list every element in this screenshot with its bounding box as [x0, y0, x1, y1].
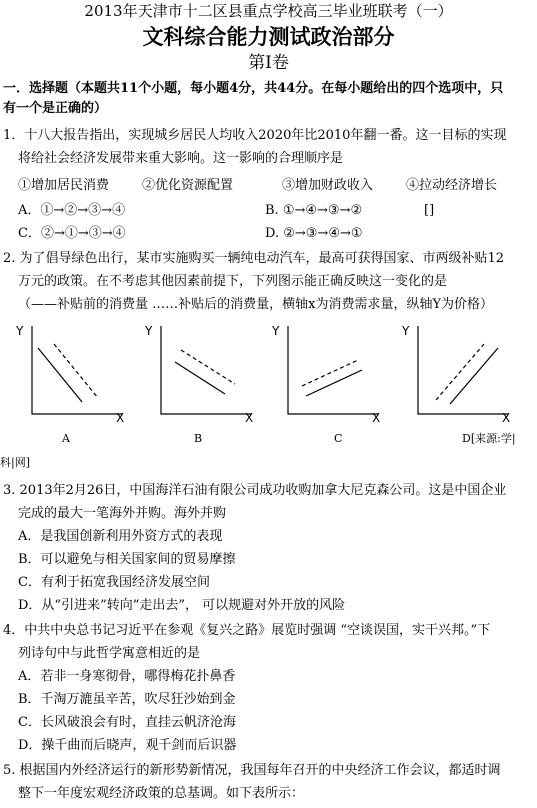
graph-c-label: C: [334, 432, 343, 445]
q1-item-1: ①增加居民消费: [18, 178, 110, 193]
q1-item-4: ④拉动经济增长: [406, 178, 498, 193]
graph-b-before-line: [175, 362, 225, 394]
graph-b-after-line: [181, 350, 235, 384]
graph-d-y-label: Y: [402, 324, 410, 338]
q1-option-c: C．②→①→③→④: [18, 226, 126, 241]
q3-option-a: A．是我国创新利用外资方式的表现: [18, 529, 223, 544]
exam-title: 2013年天津市十二区县重点学校高三毕业班联考（一）: [84, 2, 453, 20]
q1-item-3: ③增加财政收入: [282, 178, 374, 193]
graph-a-before-line: [38, 348, 82, 402]
q4-stem: 4．中共中央总书记习近平在参观《复兴之路》展览时强调 “空谈误国，实干兴邦。”下: [3, 623, 491, 638]
q3-option-d: D．从“引进来”转向“走出去”， 可以规避对外开放的风险: [18, 598, 346, 613]
graph-a-y-label: Y: [16, 324, 24, 338]
q1-bracket: []: [424, 203, 435, 218]
section-heading-cont: 有一个是正确的）: [3, 101, 108, 116]
graph-d-label: D[来源:学|: [462, 432, 516, 445]
graph-b: [145, 316, 257, 428]
q1-option-b: B. ①→④→③→②: [265, 203, 363, 218]
q4-option-b: B．千淘万漉虽辛苦，吹尽狂沙始到金: [18, 692, 236, 707]
q2-stem: 2. 为了倡导绿色出行，某市实施购买一辆纯电动汽车，最高可获得国家、市两级补贴12: [3, 251, 505, 266]
source-tail: 科|网]: [0, 456, 30, 469]
q1-item-2: ②优化资源配置: [142, 178, 234, 193]
q4-option-c: C．长风破浪会有时，直挂云帆济沧海: [18, 715, 236, 730]
graph-a: [16, 316, 128, 428]
q2-stem-cont: 万元的政策。在不考虑其他因素前提下，下列图示能正确反映这一变化的是: [18, 274, 448, 289]
q5-stem-cont: 整下一年度宏观经济政策的总基调。如下表所示：: [18, 786, 305, 801]
graph-a-label: A: [62, 432, 70, 445]
q4-stem-cont: 列诗句中与此哲学寓意相近的是: [18, 646, 201, 661]
volume-label: 第Ⅰ卷: [248, 53, 289, 73]
q3-option-b: B．可以避免与相关国家间的贸易摩擦: [18, 552, 236, 567]
q1-option-a: A．①→②→③→④: [18, 203, 126, 218]
graph-c: [272, 316, 384, 428]
q4-option-a: A．若非一身寒彻骨，哪得梅花扑鼻香: [18, 669, 236, 684]
graph-d-x-label: X: [502, 411, 511, 425]
q2-legend: （——补贴前的消费量 ……补贴后的消费量，横轴x为消费需求量，纵轴Y为价格）: [18, 297, 494, 312]
q3-stem-cont: 完成的最大一笔海外并购。海外并购: [18, 506, 227, 521]
graph-b-label: B: [194, 432, 203, 445]
graph-d: [402, 316, 514, 428]
q1-stem-cont: 将给社会经济发展带来重大影响。这一影响的合理顺序是: [18, 151, 344, 166]
q4-option-d: D．操千曲而后晓声，观千剑而后识器: [18, 738, 237, 753]
graph-a-x-label: X: [116, 411, 125, 425]
graph-c-before-line: [306, 370, 362, 396]
section-heading: 一．选择题（本题共11个小题，每小题4分，共44分。在每小题给出的四个选项中，只: [3, 81, 504, 96]
q3-stem: 3. 2013年2月26日，中国海洋石油有限公司成功收购加拿大尼克森公司。这是中国企业: [3, 483, 507, 498]
q1-stem: 1．十八大报告指出，实现城乡居民人均收入2020年比2010年翻一番。这一目标的实现: [3, 128, 507, 143]
graph-b-y-label: Y: [145, 324, 153, 338]
graph-c-x-label: X: [372, 411, 381, 425]
q1-option-d: D. ②→③→④→①: [265, 226, 363, 241]
q3-option-c: C．有利于拓宽我国经济发展空间: [18, 575, 210, 590]
q5-stem: 5. 根据国内外经济运行的新形势新情况，我国每年召开的中央经济工作会议，都适时调: [3, 763, 501, 778]
graph-c-y-label: Y: [272, 324, 280, 338]
graph-a-after-line: [54, 344, 98, 398]
graph-c-after-line: [302, 360, 358, 386]
graph-b-x-label: X: [245, 411, 254, 425]
exam-subtitle: 文科综合能力测试政治部分: [142, 24, 395, 49]
